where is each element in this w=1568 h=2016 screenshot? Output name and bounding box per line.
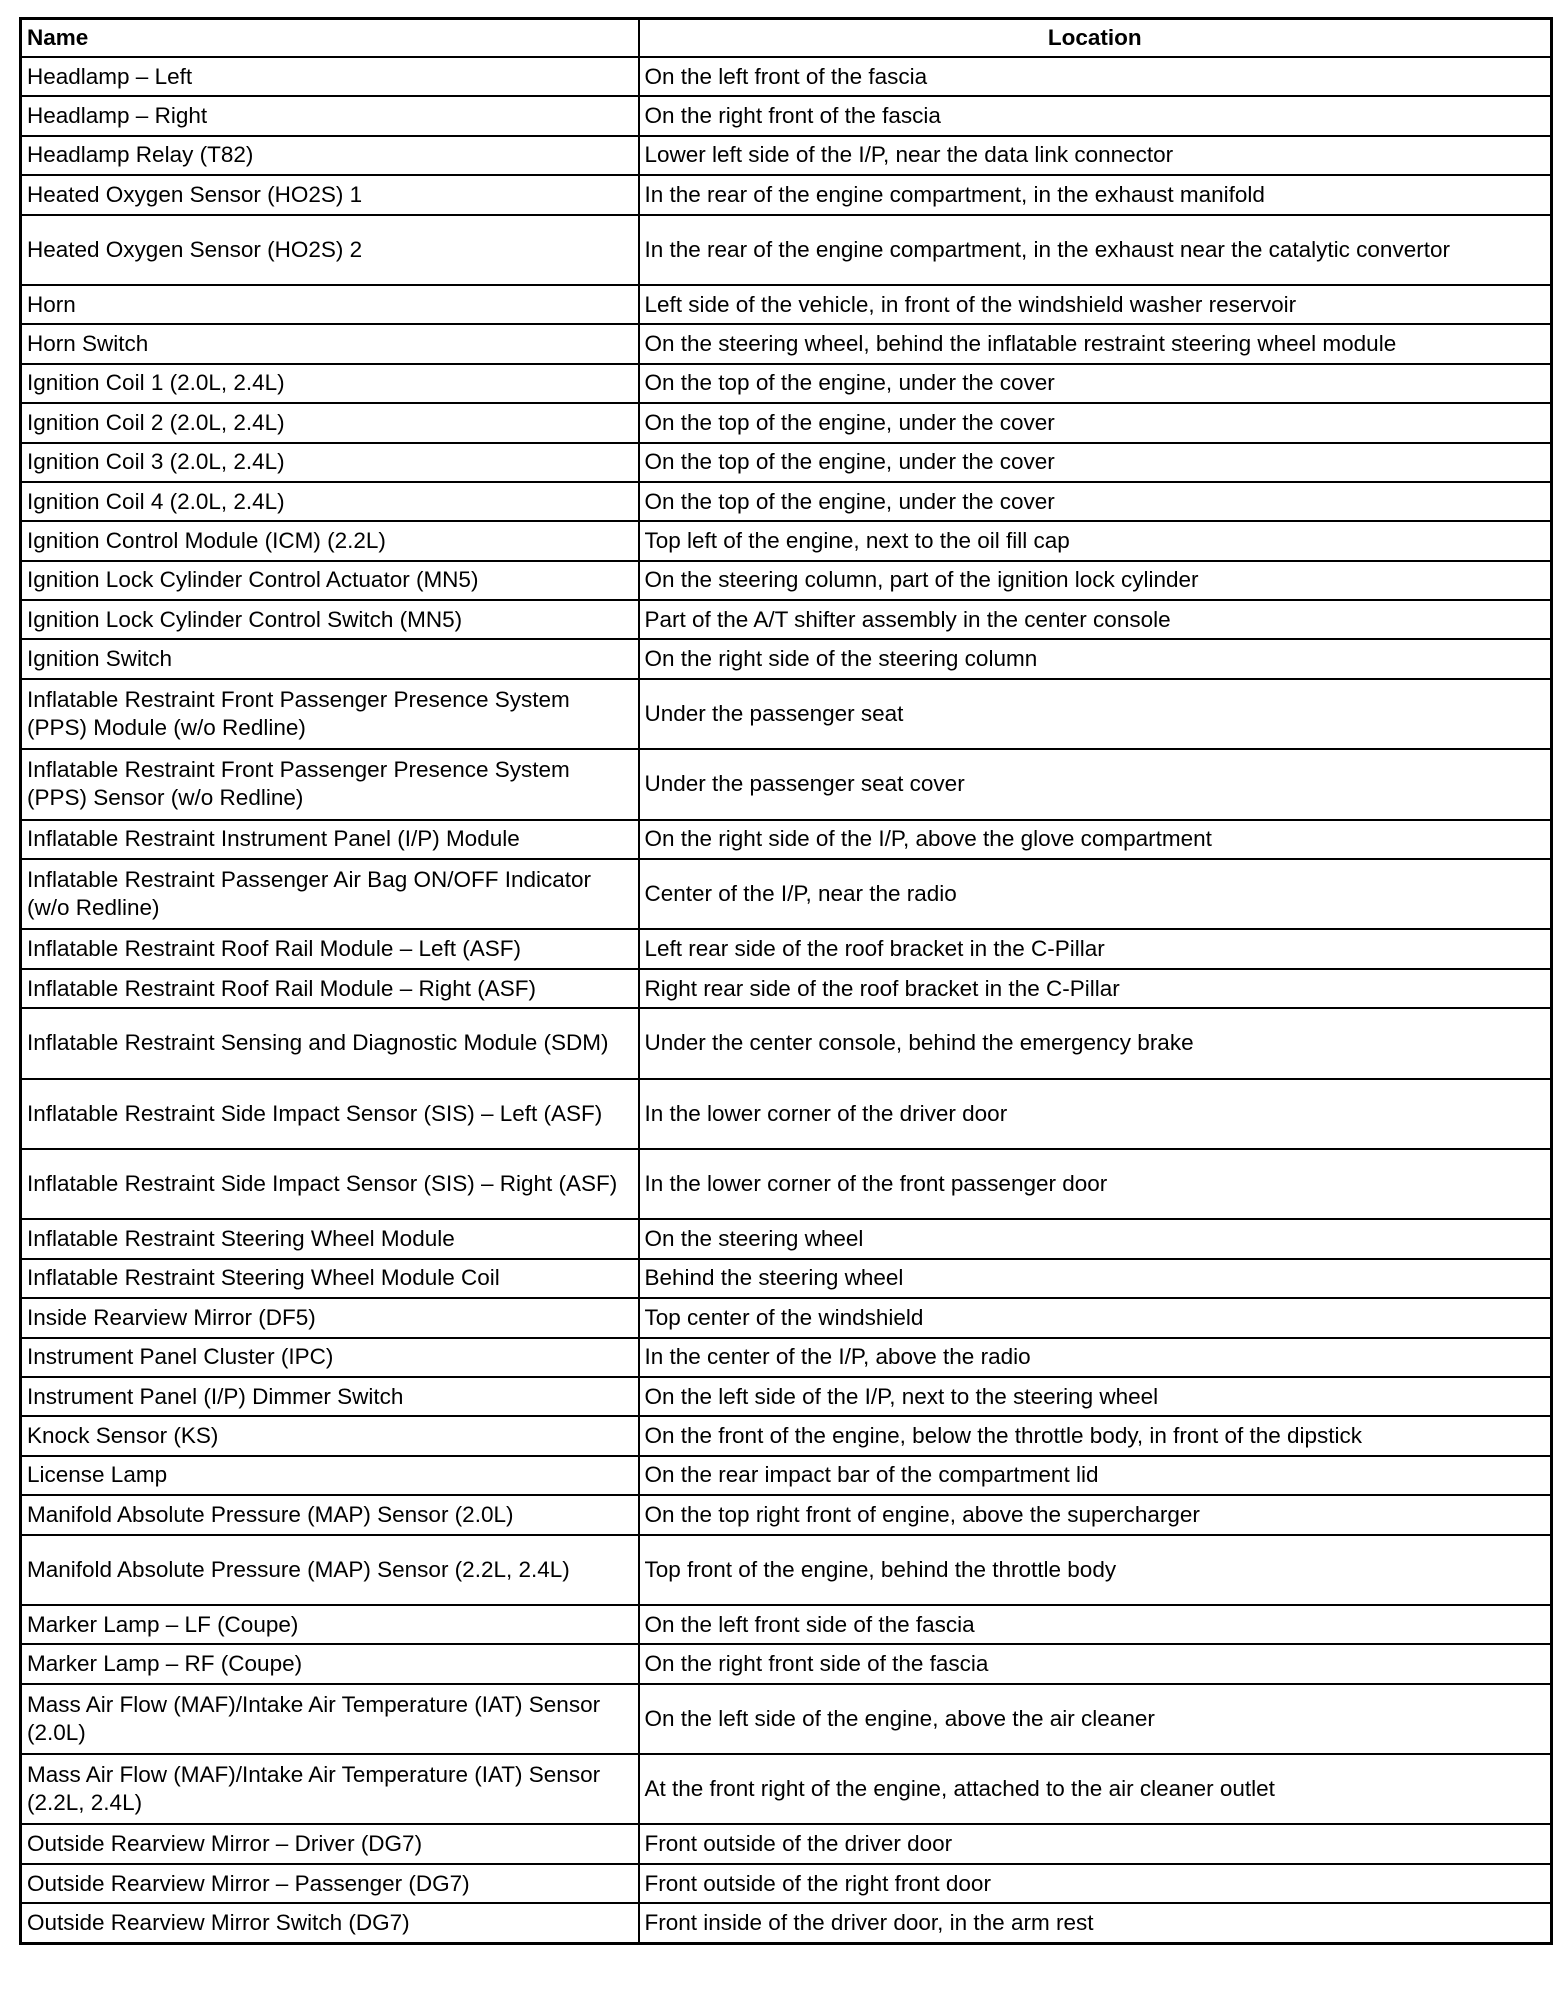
table-row	[21, 1377, 1552, 1416]
table-row	[21, 1079, 1552, 1149]
cell-location: In the rear of the engine compartment, in the exhaust manifold	[639, 175, 1552, 214]
cell-location: On the left front of the fascia	[639, 57, 1552, 96]
cell-name: Headlamp Relay (T82)	[21, 136, 639, 175]
cell-location: On the steering wheel	[639, 1219, 1552, 1258]
cell-name: Inflatable Restraint Roof Rail Module – Right (ASF)	[21, 969, 639, 1008]
cell-name: Inflatable Restraint Front Passenger Presence System (PPS) Module (w/o Redline)	[21, 679, 639, 749]
table-row	[21, 324, 1552, 363]
cell-location: Under the passenger seat cover	[639, 749, 1552, 819]
cell-location: Top front of the engine, behind the throttle body	[639, 1535, 1552, 1605]
table-row	[21, 1903, 1552, 1943]
table-row	[21, 285, 1552, 324]
cell-name: Headlamp – Left	[21, 57, 639, 96]
cell-name: Instrument Panel Cluster (IPC)	[21, 1338, 639, 1377]
table-row	[21, 1456, 1552, 1495]
cell-location: On the left front side of the fascia	[639, 1605, 1552, 1644]
cell-name: Inflatable Restraint Sensing and Diagnostic Module (SDM)	[21, 1008, 639, 1078]
cell-name: Inflatable Restraint Steering Wheel Module Coil	[21, 1259, 639, 1298]
cell-name: Heated Oxygen Sensor (HO2S) 2	[21, 215, 639, 285]
table-row	[21, 96, 1552, 135]
cell-location: Left rear side of the roof bracket in the C-Pillar	[639, 929, 1552, 968]
cell-name: Inflatable Restraint Side Impact Sensor (SIS) – Right (ASF)	[21, 1149, 639, 1219]
table-row	[21, 929, 1552, 968]
component-location-table	[19, 17, 1553, 1945]
cell-location: On the top of the engine, under the cover	[639, 482, 1552, 521]
cell-name: Knock Sensor (KS)	[21, 1416, 639, 1455]
cell-location: Front inside of the driver door, in the arm rest	[639, 1903, 1552, 1943]
table-row	[21, 679, 1552, 749]
cell-location: Top center of the windshield	[639, 1298, 1552, 1337]
cell-location: On the steering wheel, behind the inflatable restraint steering wheel module	[639, 324, 1552, 363]
cell-name: Inflatable Restraint Instrument Panel (I/P) Module	[21, 820, 639, 859]
table-row	[21, 364, 1552, 403]
table-row	[21, 1259, 1552, 1298]
cell-location: On the steering column, part of the ignition lock cylinder	[639, 561, 1552, 600]
cell-location: In the rear of the engine compartment, in the exhaust near the catalytic convertor	[639, 215, 1552, 285]
cell-location: On the left side of the engine, above the air cleaner	[639, 1684, 1552, 1754]
table-row	[21, 443, 1552, 482]
cell-name: Outside Rearview Mirror – Passenger (DG7)	[21, 1864, 639, 1903]
table-row	[21, 1416, 1552, 1455]
cell-location: In the center of the I/P, above the radio	[639, 1338, 1552, 1377]
cell-name: Inflatable Restraint Passenger Air Bag ON/OFF Indicator (w/o Redline)	[21, 859, 639, 929]
cell-name: Ignition Coil 3 (2.0L, 2.4L)	[21, 443, 639, 482]
cell-location: On the left side of the I/P, next to the steering wheel	[639, 1377, 1552, 1416]
cell-location: Lower left side of the I/P, near the data link connector	[639, 136, 1552, 175]
cell-name: Mass Air Flow (MAF)/Intake Air Temperature (IAT) Sensor (2.2L, 2.4L)	[21, 1754, 639, 1824]
cell-location: Under the center console, behind the emergency brake	[639, 1008, 1552, 1078]
cell-location: Top left of the engine, next to the oil fill cap	[639, 521, 1552, 560]
table-row	[21, 1824, 1552, 1863]
cell-name: Instrument Panel (I/P) Dimmer Switch	[21, 1377, 639, 1416]
cell-name: Horn Switch	[21, 324, 639, 363]
cell-name: Ignition Coil 4 (2.0L, 2.4L)	[21, 482, 639, 521]
header-row	[21, 19, 1552, 58]
cell-name: Marker Lamp – LF (Coupe)	[21, 1605, 639, 1644]
table-row	[21, 1149, 1552, 1219]
cell-location: Front outside of the right front door	[639, 1864, 1552, 1903]
table-row	[21, 1338, 1552, 1377]
table-row	[21, 749, 1552, 819]
table-row	[21, 1644, 1552, 1683]
table-row	[21, 57, 1552, 96]
table-row	[21, 969, 1552, 1008]
table-row	[21, 1219, 1552, 1258]
cell-name: Inflatable Restraint Side Impact Sensor (SIS) – Left (ASF)	[21, 1079, 639, 1149]
table-row	[21, 639, 1552, 678]
cell-name: Heated Oxygen Sensor (HO2S) 1	[21, 175, 639, 214]
table-row	[21, 600, 1552, 639]
column-header-location: Location	[639, 19, 1552, 58]
cell-location: Part of the A/T shifter assembly in the center console	[639, 600, 1552, 639]
cell-location: In the lower corner of the front passenger door	[639, 1149, 1552, 1219]
table-row	[21, 1298, 1552, 1337]
table-row	[21, 521, 1552, 560]
cell-name: Inflatable Restraint Front Passenger Presence System (PPS) Sensor (w/o Redline)	[21, 749, 639, 819]
table-row	[21, 1684, 1552, 1754]
cell-location: On the top of the engine, under the cover	[639, 443, 1552, 482]
table-row	[21, 820, 1552, 859]
cell-location: Under the passenger seat	[639, 679, 1552, 749]
table-row	[21, 482, 1552, 521]
cell-name: Ignition Lock Cylinder Control Switch (MN5)	[21, 600, 639, 639]
cell-location: Behind the steering wheel	[639, 1259, 1552, 1298]
cell-name: Ignition Lock Cylinder Control Actuator (MN5)	[21, 561, 639, 600]
table-row	[21, 561, 1552, 600]
table-row	[21, 1008, 1552, 1078]
table-row	[21, 403, 1552, 442]
table-row	[21, 1495, 1552, 1534]
cell-name: Inside Rearview Mirror (DF5)	[21, 1298, 639, 1337]
cell-name: Horn	[21, 285, 639, 324]
cell-location: Left side of the vehicle, in front of the windshield washer reservoir	[639, 285, 1552, 324]
cell-name: Manifold Absolute Pressure (MAP) Sensor (2.2L, 2.4L)	[21, 1535, 639, 1605]
table-row	[21, 1535, 1552, 1605]
cell-name: Ignition Control Module (ICM) (2.2L)	[21, 521, 639, 560]
cell-location: On the right side of the steering column	[639, 639, 1552, 678]
table-row	[21, 136, 1552, 175]
cell-name: Manifold Absolute Pressure (MAP) Sensor (2.0L)	[21, 1495, 639, 1534]
cell-location: Front outside of the driver door	[639, 1824, 1552, 1863]
cell-name: Inflatable Restraint Steering Wheel Module	[21, 1219, 639, 1258]
table-row	[21, 1754, 1552, 1824]
cell-name: Mass Air Flow (MAF)/Intake Air Temperature (IAT) Sensor (2.0L)	[21, 1684, 639, 1754]
cell-location: Right rear side of the roof bracket in the C-Pillar	[639, 969, 1552, 1008]
cell-name: Inflatable Restraint Roof Rail Module – Left (ASF)	[21, 929, 639, 968]
table-row	[21, 859, 1552, 929]
cell-location: On the right front of the fascia	[639, 96, 1552, 135]
cell-name: Marker Lamp – RF (Coupe)	[21, 1644, 639, 1683]
cell-name: Ignition Coil 2 (2.0L, 2.4L)	[21, 403, 639, 442]
table-row	[21, 1864, 1552, 1903]
cell-location: At the front right of the engine, attached to the air cleaner outlet	[639, 1754, 1552, 1824]
cell-name: Outside Rearview Mirror Switch (DG7)	[21, 1903, 639, 1943]
cell-location: On the right side of the I/P, above the glove compartment	[639, 820, 1552, 859]
cell-name: Headlamp – Right	[21, 96, 639, 135]
cell-location: On the front of the engine, below the throttle body, in front of the dipstick	[639, 1416, 1552, 1455]
cell-location: On the rear impact bar of the compartment lid	[639, 1456, 1552, 1495]
cell-location: On the top of the engine, under the cover	[639, 364, 1552, 403]
cell-name: Outside Rearview Mirror – Driver (DG7)	[21, 1824, 639, 1863]
cell-location: In the lower corner of the driver door	[639, 1079, 1552, 1149]
cell-name: Ignition Switch	[21, 639, 639, 678]
table-row	[21, 215, 1552, 285]
table-body	[21, 57, 1552, 1943]
cell-location: On the right front side of the fascia	[639, 1644, 1552, 1683]
cell-name: Ignition Coil 1 (2.0L, 2.4L)	[21, 364, 639, 403]
table-row	[21, 1605, 1552, 1644]
cell-location: On the top of the engine, under the cover	[639, 403, 1552, 442]
cell-location: Center of the I/P, near the radio	[639, 859, 1552, 929]
cell-location: On the top right front of engine, above the supercharger	[639, 1495, 1552, 1534]
cell-name: License Lamp	[21, 1456, 639, 1495]
table-row	[21, 175, 1552, 214]
column-header-name: Name	[21, 19, 639, 58]
